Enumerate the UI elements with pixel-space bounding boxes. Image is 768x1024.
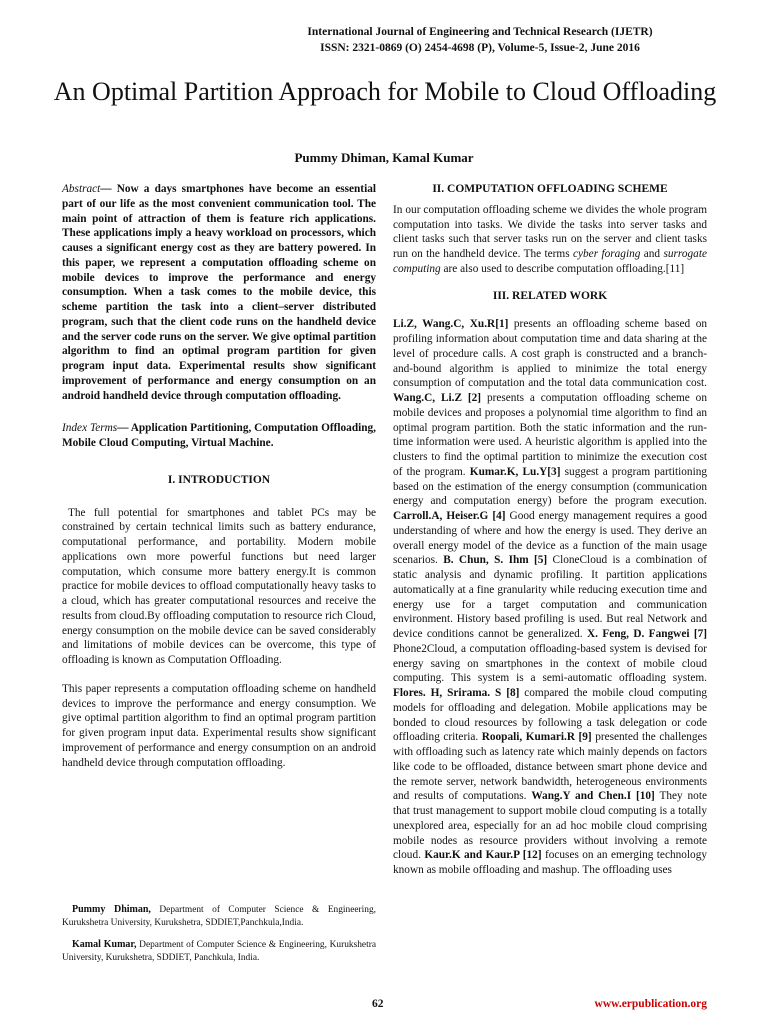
scheme-paragraph bbox=[393, 203, 707, 277]
scheme-text-a: In our computation offloading scheme we divides the whole program computation into tasks. We divide the tasks into server tasks and client tasks such that server tasks run on the server and client tasks run on the handheld device. The terms bbox=[393, 203, 707, 260]
affiliation-2-text: Department of Computer Science & Engineering, Kurukshetra University, Kurukshetra, SDDIET, Panchkula, India. bbox=[62, 940, 376, 963]
ref-4-text: Good energy management requires a good understanding of where and how the energy is used. They derive an overall energy model of the device as a function of the main usage scenarios. bbox=[393, 510, 708, 567]
journal-header bbox=[250, 24, 710, 56]
page-number: 62 bbox=[372, 998, 384, 1010]
ref-10-text: focuses on an emerging technology known as mobile offloading and mashup. The offloading uses bbox=[393, 849, 707, 876]
publisher-url[interactable]: www.erpublication.org bbox=[594, 998, 707, 1010]
abstract-text: — Now a days smartphones have become an essential part of our life as the most convenient communication tool. The main point of attraction of them is feature rich applications. These applications imply a heavy workload on processors, which causes a significant energy cost as they are battery powered. In this paper, we represent a computation offloading scheme on mobile devices to improve the performance and energy consumption. When a task comes to the mobile device, this scheme partition the task into a client–server distributed program, such that the client code runs on the handheld device and the server code runs on the server. We give optimal partition algorithm to find an optimal program partition for given program input data. Experimental results show significant improvement of performance and energy consumption on an android handheld device through computation offloading. bbox=[62, 183, 376, 402]
index-terms-lead: Index Terms bbox=[62, 422, 118, 435]
ref-7: Flores. H, Srirama. S [8] bbox=[393, 687, 520, 699]
scheme-text-c: are also used to describe computation offloading.[11] bbox=[440, 262, 685, 275]
affiliation-2 bbox=[62, 939, 376, 964]
ref-1-text: presents an offloading scheme based on profiling information about computation time and data sharing at the level of procedure calls. A cost graph is constructed and a branch-and-bound algorithm is applied to minimize the total energy consumption of computation and the total data communication cost. bbox=[393, 318, 707, 390]
journal-name: International Journal of Engineering and Technical Research (IJETR) bbox=[307, 26, 653, 38]
section-heading-related-work: III. RELATED WORK bbox=[492, 289, 608, 302]
index-terms-text: — Application Partitioning, Computation Offloading, Mobile Cloud Computing, Virtual Machine. bbox=[62, 422, 377, 449]
ref-8-text: presented the challenges with offloading such as latency rate which mainly depends on factors like code to be offloaded, distance between smart phone device and the remote server, network bandwidth, heterogeneous environments and results of computations. bbox=[393, 731, 707, 803]
abstract-lead: Abstract bbox=[62, 183, 101, 195]
abstract bbox=[62, 182, 376, 403]
intro-paragraph-2: This paper represents a computation offloading scheme on handheld devices to improve the performance and energy consumption. We give optimal partition algorithm to find an optimal program partition for given program input data. Experimental results show significant improvement of performance and energy consumption on an android handheld device through computation offloading. bbox=[62, 682, 376, 769]
ref-5-text: CloneCloud is a combination of static analysis and dynamic profiling. It partition applications automatically at a fine granularity while reducing execution time and energy use for a target computation and communication environment. History based profiling is used. But real Network and device conditions cannot be generalized. bbox=[393, 554, 707, 640]
ref-9-text: They note that trust management to support mobile cloud computing is a totally unexplored area, especially for an ad hoc mobile cloud comprising mobile nodes as resource providers without involving a remote cloud. bbox=[393, 790, 707, 862]
ref-8: Roopali, Kumari.R [9] bbox=[481, 731, 592, 744]
affiliation-2-name: Kamal Kumar, bbox=[72, 939, 137, 950]
ref-2: Wang.C, Li.Z [2] bbox=[393, 392, 482, 404]
author-affiliations bbox=[62, 904, 376, 974]
affiliation-1 bbox=[62, 904, 376, 929]
term-surrogate-computing: surrogate computing bbox=[393, 248, 707, 275]
ref-3-text: suggest a program partitioning based on the estimation of the energy consumption (communication energy and computation energy) before the program execution. bbox=[393, 465, 708, 508]
affiliation-1-name: Pummy Dhiman, bbox=[72, 904, 151, 915]
ref-4: Carroll.A, Heiser.G [4] bbox=[393, 510, 506, 522]
term-cyber-foraging: cyber foraging bbox=[573, 248, 641, 260]
paper-title: An Optimal Partition Approach for Mobile to Cloud Offloading bbox=[53, 77, 717, 106]
index-terms bbox=[62, 421, 376, 451]
intro-paragraph-1: The full potential for smartphones and tablet PCs may be constrained by certain technical limits such as battery endurance, computational performance, and portability. Modern mobile applications own more powerful functions but need larger computation, which consume more battery energy.It is common practice for mobile devices to offload computationally heavy tasks to a cloud, which has greater computational resources and receive the results from cloud.By offloading computation to resource rich Cloud, energy consumption on the mobile device can be saved considerably and limitations of mobile devices can be overcome, this type of offloading is known as Computation Offloading. bbox=[62, 506, 376, 666]
related-work-paragraph bbox=[393, 317, 707, 878]
affiliation-1-text: Department of Computer Science & Engineering, Kurukshetra University, Kurukshetra, SDDIET,Panchkula,India. bbox=[62, 905, 376, 928]
ref-6: X. Feng, D. Fangwei [7] bbox=[586, 628, 707, 640]
section-heading-offloading-scheme: II. COMPUTATION OFFLOADING SCHEME bbox=[432, 183, 668, 195]
ref-3: Kumar.K, Lu.Y[3] bbox=[469, 465, 561, 478]
scheme-text-b: and bbox=[640, 248, 664, 260]
ref-5: B. Chun, S. Ihm [5] bbox=[443, 554, 548, 567]
ref-9: Wang.Y and Chen.I [10] bbox=[531, 790, 655, 803]
right-column bbox=[393, 182, 707, 878]
ref-1: Li.Z, Wang.C, Xu.R[1] bbox=[393, 318, 509, 331]
left-column bbox=[62, 182, 376, 770]
section-heading-introduction: I. INTRODUCTION bbox=[167, 473, 271, 486]
ref-2-text: presents a computation offloading scheme on mobile devices and proposes a polynomial time algorithm to find an optimal program partition. Both the static information and the run-time information were used. A heuristic algorithm is applied into the clusters to find the optimal partition to minimize the execution cost of the program. bbox=[393, 392, 707, 478]
authors: Pummy Dhiman, Kamal Kumar bbox=[294, 150, 474, 165]
ref-10: Kaur.K and Kaur.P [12] bbox=[424, 849, 542, 862]
journal-issn: ISSN: 2321-0869 (O) 2454-4698 (P), Volume-5, Issue-2, June 2016 bbox=[320, 42, 640, 54]
ref-6-text: Phone2Cloud, a computation offloading-based system is devised for energy saving on smartphones in the context of mobile cloud computing. This system is a semi-automatic offloading system. bbox=[393, 642, 707, 685]
ref-7-text: compared the mobile cloud computing models for offloading and delegation. Mobile applications may be bonded to cloud resources by following a task delegation or code offloading criteria. bbox=[393, 687, 707, 744]
